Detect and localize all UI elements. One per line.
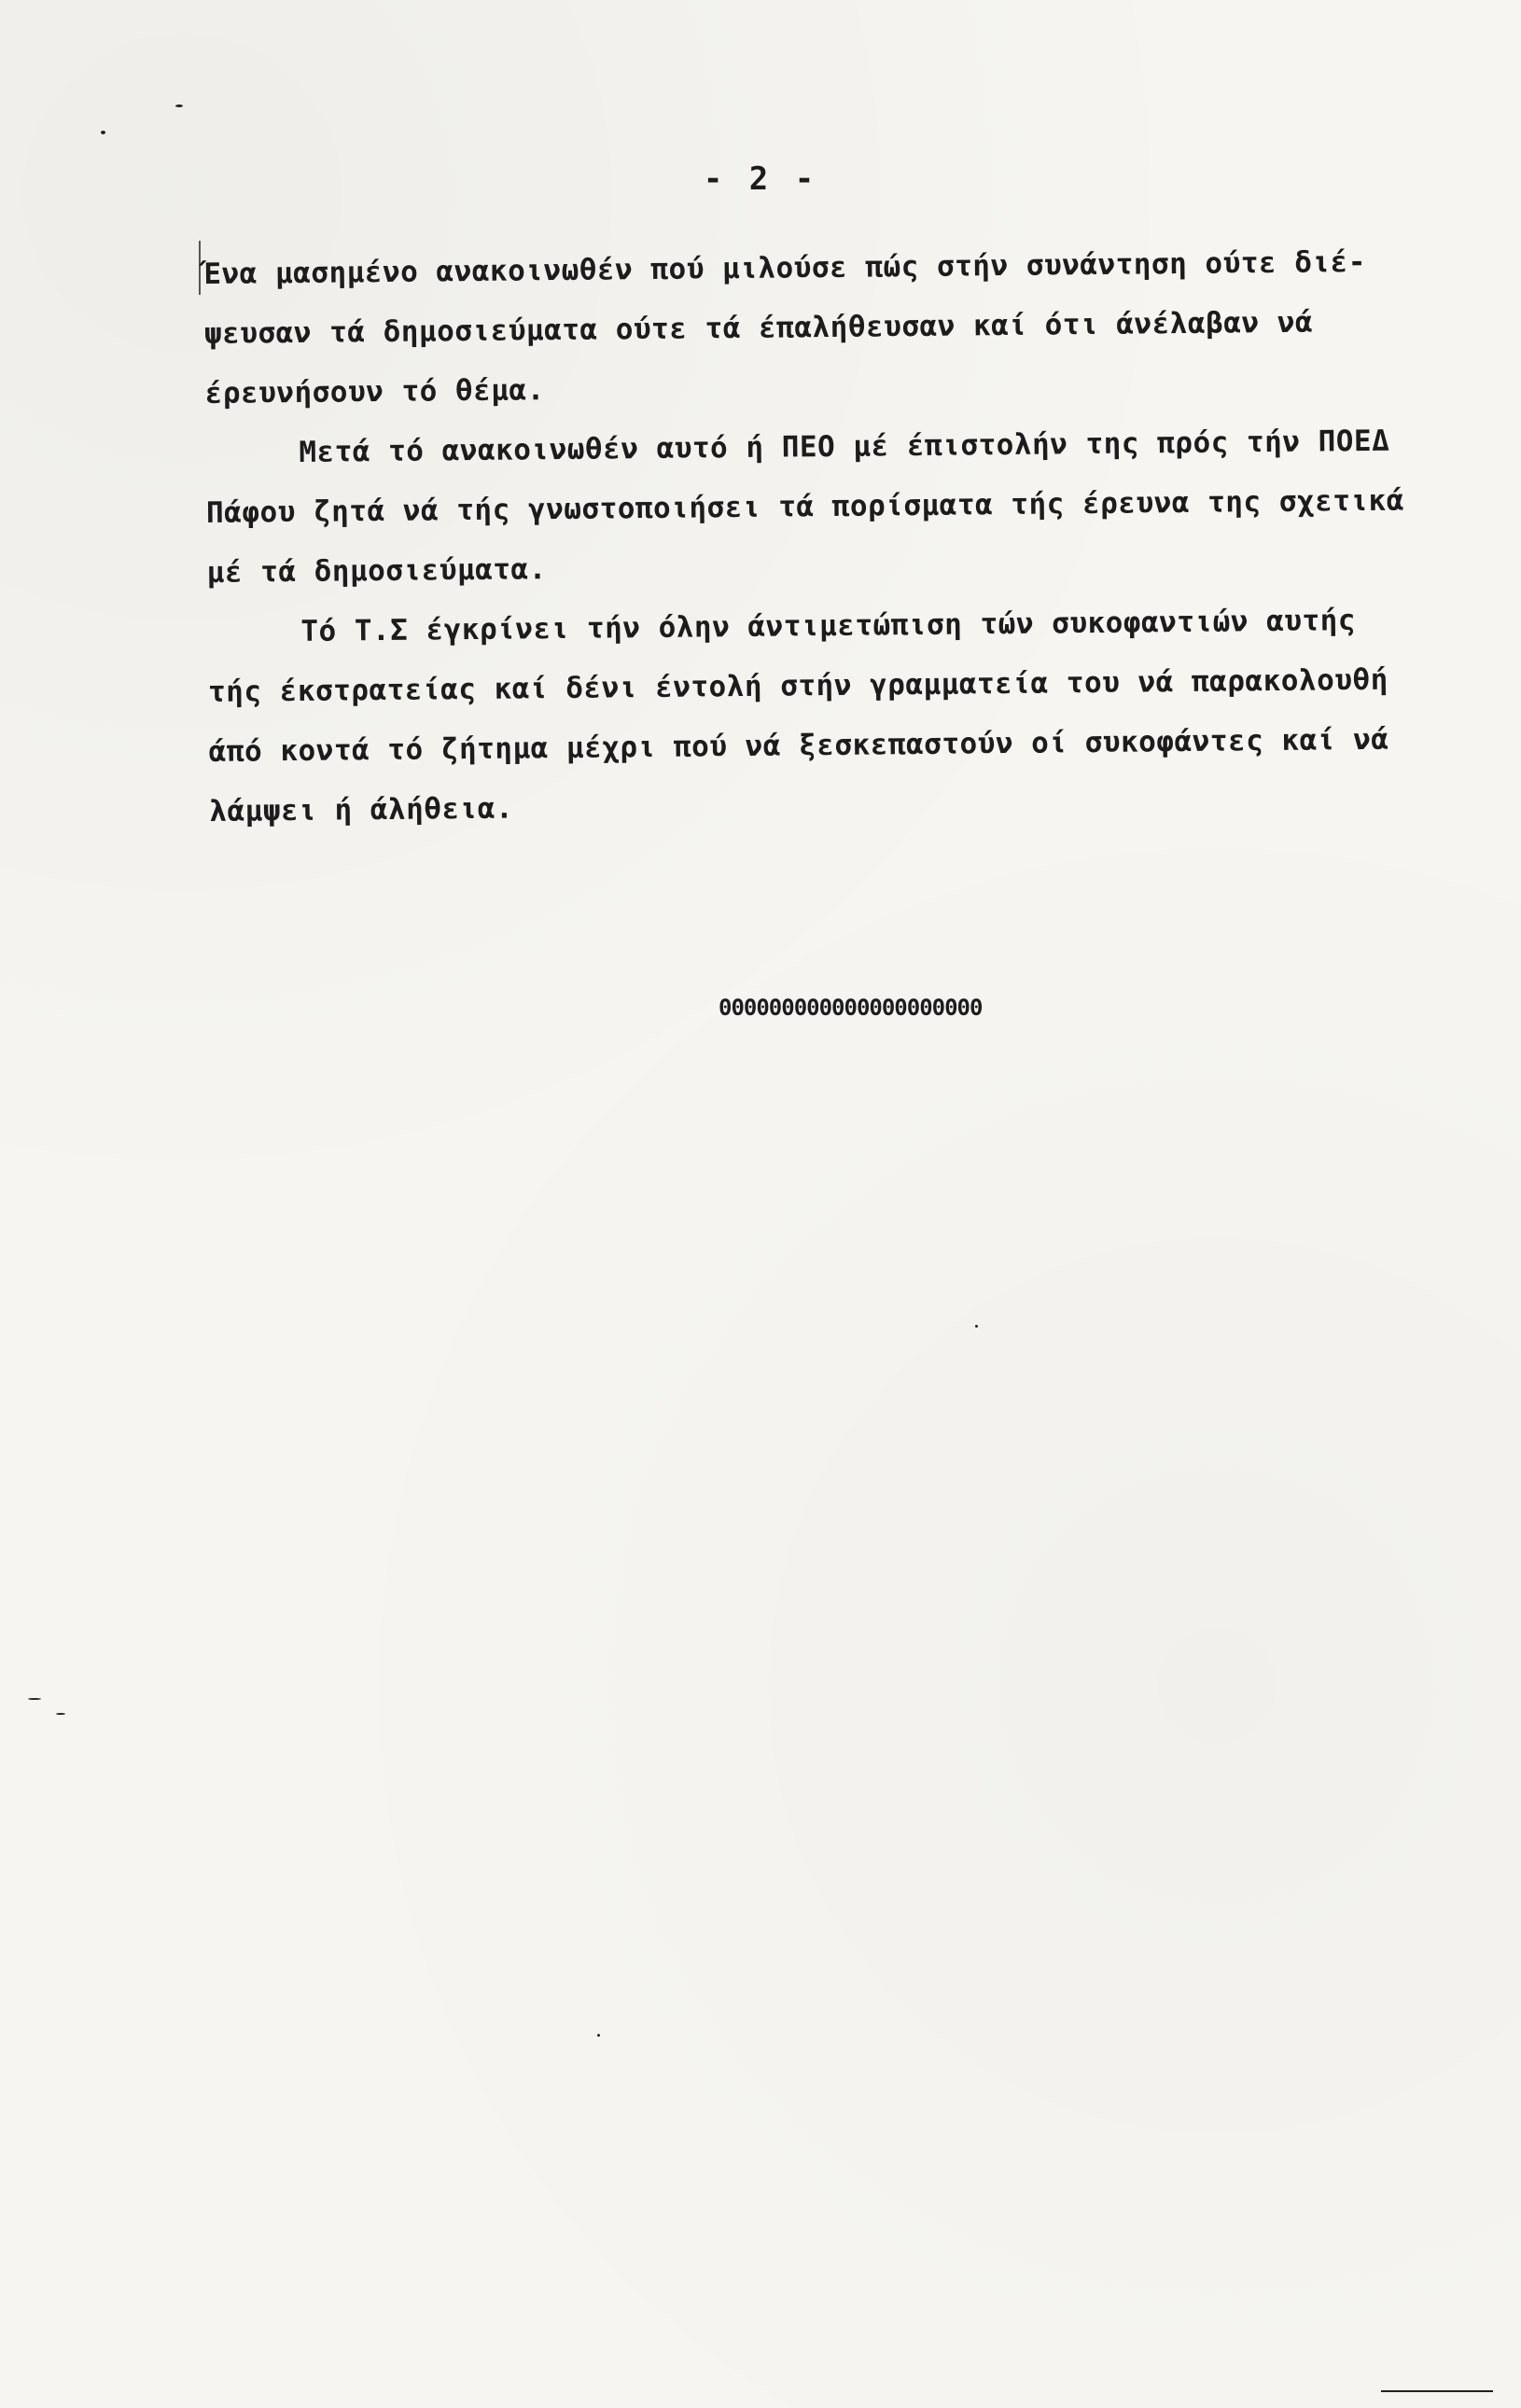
scan-speck [101, 131, 105, 134]
scan-speck [597, 2034, 600, 2037]
scan-speck [975, 1325, 978, 1328]
scan-speck [175, 104, 183, 107]
text-line-9: άπό κοντά τό ζήτημα μέχρι πού νά ξεσκεπαστούν οί συκοφάντες καί νά [208, 722, 1389, 769]
text-line-4: Μετά τό ανακοινωθέν αυτό ή ΠΕΟ μέ έπιστολήν της πρός τήν ΠΟΕΔ [299, 424, 1390, 469]
text-line-1: Ένα μασημένο ανακοινωθέν πού μιλούσε πώς στήν συνάντηση ούτε διέ- [203, 244, 1367, 291]
text-line-6: μέ τά δημοσιεύματα. [206, 552, 547, 590]
scan-speck [28, 1698, 41, 1700]
text-line-5: Πάφου ζητά νά τής γνωστοποιήσει τά πορίσματα τής έρευνα της σχετικά [205, 483, 1405, 530]
text-line-8: τής έκστρατείας καί δένι έντολή στήν γραμματεία του νά παρακολουθή [207, 662, 1388, 709]
text-line-10: λάμψει ή άλήθεια. [209, 791, 514, 828]
end-separator: 000000000000000000000 [719, 995, 983, 1021]
text-line-2: ψευσαν τά δημοσιεύματα ούτε τά έπαλήθευσαν καί ότι άνέλαβαν νά [203, 305, 1314, 351]
text-line-7: Τό Τ.Σ έγκρίνει τήν όλην άντιμετώπιση τών συκοφαντιών αυτής [300, 604, 1357, 648]
scan-speck [1381, 2390, 1493, 2392]
page-number: - 2 - [703, 160, 818, 198]
scan-speck [56, 1713, 65, 1715]
text-line-3: έρευνήσουν τό θέμα. [204, 373, 545, 411]
margin-mark [199, 241, 201, 295]
body-text [203, 231, 1470, 842]
